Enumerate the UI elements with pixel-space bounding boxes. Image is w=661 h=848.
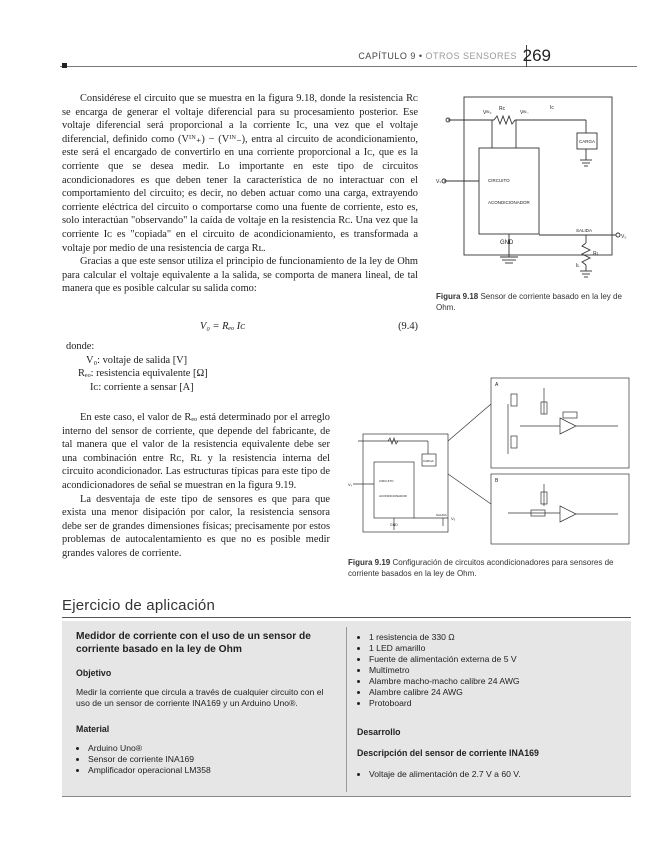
figure-9-19-diagram: [348, 374, 633, 549]
objective-text: Medir la corriente que circula a través de cualquier circuito con el uso de un sensor de corriente INA169 y un Arduino Uno®.: [76, 687, 324, 708]
rl-label: Rʟ: [593, 251, 599, 257]
material-heading: Material: [76, 724, 110, 734]
exercise-section-title: Ejercicio de aplicación: [62, 597, 216, 614]
development-heading: Desarrollo: [357, 727, 401, 737]
conditioner-label: ACONDICIONADOR: [488, 200, 530, 205]
material-list-continued: [357, 632, 619, 709]
figure-label: Figura 9.18: [436, 292, 479, 301]
objective-heading: Objetivo: [76, 668, 112, 678]
exercise-right-column: [357, 632, 619, 780]
chapter-title: OTROS SENSORES: [425, 51, 517, 61]
definition-item: Rₑₒ: resistencia equivalente [Ω]: [78, 368, 208, 379]
chapter-label: [358, 51, 517, 61]
vs-label: Vₛ: [436, 179, 442, 185]
material-list: [76, 743, 334, 776]
list-item: • Protoboard: [369, 698, 619, 709]
figure-label: Figura 9.19: [348, 558, 391, 567]
sensor-spec-list: [357, 769, 619, 780]
section-rule: [62, 617, 631, 618]
sensor-description-heading: Descripción del sensor de corriente INA169: [357, 748, 539, 758]
vo-label: V₀: [451, 516, 456, 521]
conditioner-label: ACONDICIONADOR: [379, 494, 407, 498]
list-item: • 1 resistencia de 330 Ω: [369, 632, 619, 643]
circuit-label: CIRCUITO: [488, 178, 510, 183]
body-column-2: [62, 411, 330, 561]
paragraph: Gracias a que este sensor utiliza el principio de funcionamiento de la ley de Ohm para calcular el voltaje equivalente a la salida, se comporta de manera lineal, de tal manera que es posible calcular su salida como:: [62, 256, 418, 295]
list-item: • Fuente de alimentación externa de 5 V: [369, 654, 619, 665]
vo-label: V₀: [621, 234, 627, 240]
ic-label: Iᴄ: [550, 105, 554, 111]
vs-label: Vₛ: [348, 482, 353, 487]
figure-9-18-caption: [436, 292, 632, 313]
header-rule: [60, 66, 637, 67]
load-label: CARGA: [579, 139, 596, 144]
load-label: CARGA: [423, 459, 434, 463]
list-item: • Amplificador operacional LM358: [88, 765, 334, 776]
definitions: [66, 340, 208, 394]
il-label: Iʟ: [576, 263, 580, 269]
definition-item: V₀: voltaje de salida [V]: [86, 354, 188, 366]
output-label: SALIDA: [576, 228, 593, 233]
paragraph: Considérese el circuito que se muestra en la figura 9.18, donde la resistencia Rᴄ se encarga de generar el voltaje diferencial para su procesamiento posterior. Ese voltaje diferencial será proporcional a la corriente Iᴄ, una vez que el voltaje diferencial, definido como (Vᴵᴺ₊) − (Vᴵᴺ₋), entra al circuito de acondicionamiento, este será el encargado de convertirlo en una corriente proporcional a Iᴄ, que es la corriente que se desea medir. Lo importante en este tipo de circuitos acondicionadores es que deben tener la característica de no interactuar con el comportamiento del circuito; es decir, no deben actuar como una carga, extrayendo corriente eléctrica del circuito o comportarse como una fuente de corriente, esto es, solo interactúan "observando" la caída de voltaje en la resistencia Rᴄ. Una vez que la corriente Iᴄ es "copiada" en el circuito de acondicionamiento, es transformada a voltaje por medio de una resistencia de carga Rʟ.: [62, 93, 418, 254]
vin-minus-label: Vᴵᴺ₋: [520, 110, 529, 116]
paragraph: La desventaja de este tipo de sensores es que para que exista una menor disipación por calor, la resistencia sensora debe ser de grandes dimensiones físicas; precisamente por estos problemas de autocalentamiento es que no es posible medir grandes valores de corriente.: [62, 493, 330, 559]
figure-9-18-diagram: [436, 95, 632, 285]
figure-9-19-caption: [348, 558, 618, 579]
gnd-label: GND: [390, 523, 398, 527]
panel-b-label: B: [495, 478, 499, 484]
running-header: [60, 45, 637, 67]
exercise-left-column: [76, 630, 334, 776]
list-item: • Multímetro: [369, 665, 619, 676]
equation: V₀ = Rₑₒ Iᴄ: [200, 321, 245, 332]
list-item: • Voltaje de alimentación de 2.7 V a 60 V.: [369, 769, 619, 780]
body-column: [62, 92, 418, 296]
list-item: • Arduino Uno®: [88, 743, 334, 754]
gnd-label: GND: [500, 240, 514, 246]
list-item: • 1 LED amarillo: [369, 643, 619, 654]
list-item: • Sensor de corriente INA169: [88, 754, 334, 765]
circuit-label: CIRCUITO: [379, 479, 394, 483]
paragraph: En este caso, el valor de Rₑₒ está determinado por el arreglo interno del sensor de corriente, que depende del fabricante, de tal manera que el valor de la resistencia equivalente debe ser una combinación entre Rᴄ, Rʟ y la resistencia interna del circuito acondicionador. Las estructuras típicas para este tipo de acondicionadores de señal se muestran en la figura 9.19.: [62, 412, 330, 491]
list-item: • Alambre calibre 24 AWG: [369, 687, 619, 698]
panel-a-label: A: [495, 382, 499, 388]
page-number: 269: [522, 46, 551, 65]
list-item: • Alambre macho-macho calibre 24 AWG: [369, 676, 619, 687]
rc-label: Rᴄ: [499, 106, 506, 112]
definition-item: Iᴄ: corriente a sensar [A]: [90, 381, 194, 393]
caption-text: Sensor de corriente basado en la ley de Ohm.: [436, 292, 622, 312]
exercise-title: Medidor de corriente con el uso de un sensor de corriente basado en la ley de Ohm: [76, 631, 311, 655]
header-marker: [62, 63, 67, 68]
output-label: SALIDA: [436, 513, 447, 517]
caption-text: Configuración de circuitos acondicionadores para sensores de corriente basados en la ley de Ohm.: [348, 558, 614, 578]
definition-intro: donde:: [66, 341, 95, 352]
equation-number: (9.4): [398, 321, 418, 332]
vin-plus-label: Vᴵᴺ₊: [483, 110, 492, 116]
chapter-number: CAPÍTULO 9 •: [358, 51, 426, 61]
column-divider: [346, 627, 347, 792]
